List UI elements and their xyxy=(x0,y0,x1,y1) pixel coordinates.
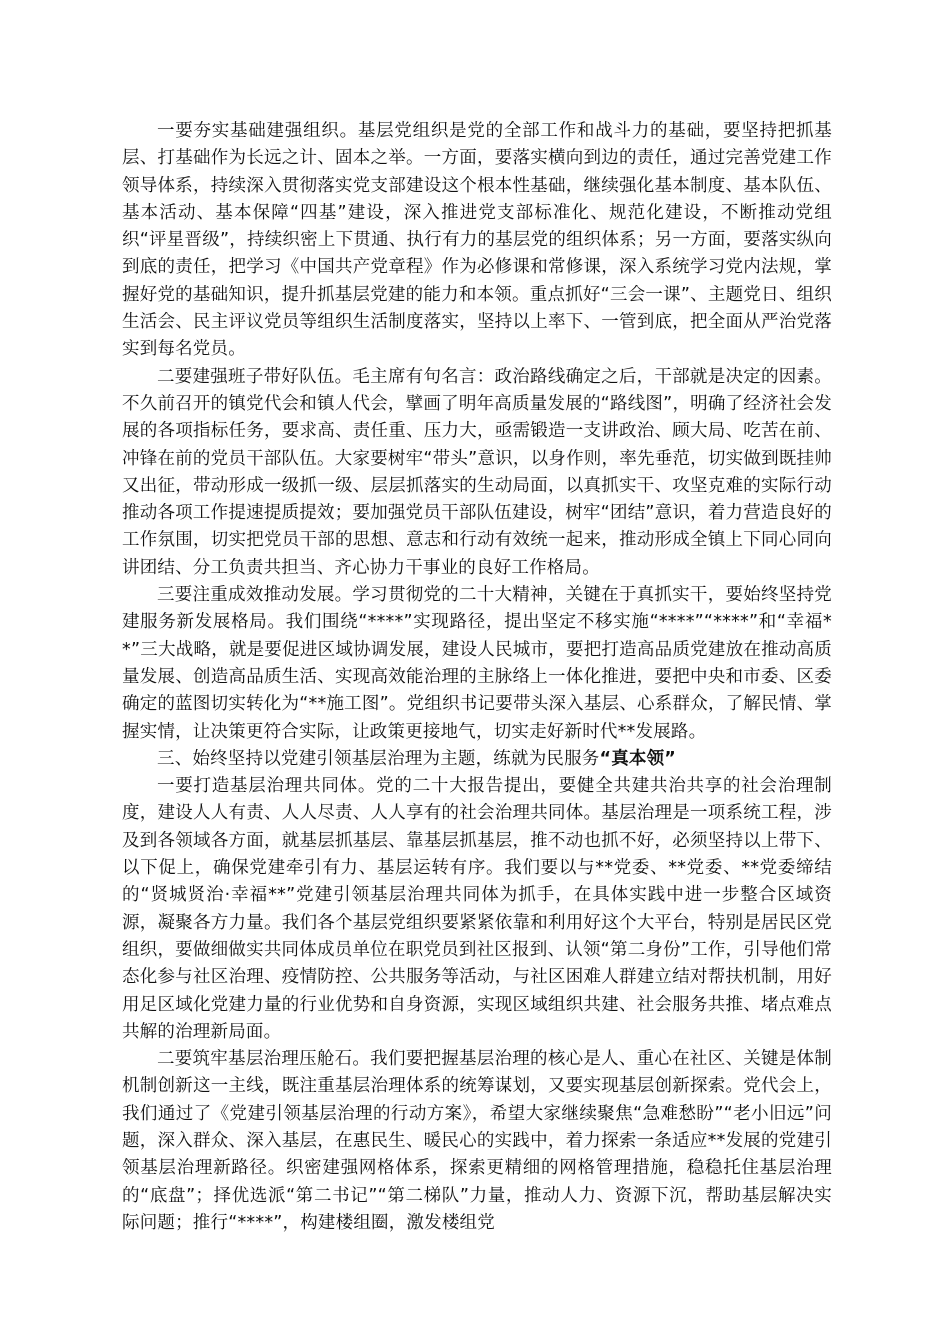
paragraph-strengthen-team: 二要建强班子带好队伍。毛主席有句名言：政治路线确定之后，干部就是决定的因素。不久前召开的镇党代会和镇人代会，擘画了明年高质量发展的“路线图”，明确了经济社会发展的各项指标任务，要求高、责任重、压力大，亟需锻造一支讲政治、顾大局、吃苦在前、冲锋在前的党员干部队伍。大家要树牢“带头”意识，以身作则，率先垂范，切实做到既挂帅又出征，带动形成一级抓一级、层层抓落实的生动局面，以真抓实干、攻坚克难的实际行动推动各项工作提速提质提效；要加强党员干部队伍建设，树牢“团结”意识，着力营造良好的工作氛围，切实把党员干部的思想、意志和行动有效统一起来，推动形成全镇上下同心同向讲团结、分工负责共担当、齐心协力干事业的良好工作格局。 xyxy=(122,366,832,578)
paragraph-consolidate-foundation: 一要夯实基础建强组织。基层党组织是党的全部工作和战斗力的基础，要坚持把抓基层、打基础作为长远之计、固本之举。一方面，要落实横向到边的责任，通过完善党建工作领导体系，持续深入贯彻落实党支部建设这个根本性基础，继续强化基本制度、基本队伍、基本活动、基本保障“四基”建设，深入推进党支部标准化、规范化建设，不断推动党组织“评星晋级”，持续织密上下贯通、执行有力的基层党的组织体系；另一方面，要落实纵向到底的责任，把学习《中国共产党章程》作为必修课和常修课，深入系统学习党内法规，掌握好党的基础知识，提升抓基层党建的能力和本领。重点抓好“三会一课”、主题党日、组织生活会、民主评议党员等组织生活制度落实，坚持以上率下、一管到底，把全面从严治党落实到每名党员。 xyxy=(122,121,832,360)
section-heading-lead: 三、始终坚持以党建引领基层治理为主题，练就为民服务 xyxy=(157,748,600,769)
section-heading-three xyxy=(122,746,832,773)
paragraph-governance-community: 一要打造基层治理共同体。党的二十大报告提出，要健全共建共治共享的社会治理制度，建设人人有责、人人尽责、人人享有的社会治理共同体。基层治理是一项系统工程，涉及到各领域各方面，就基层抓基层、靠基层抓基层，推不动也抓不好，必须坚持以上带下、以下促上，确保党建牵引有力、基层运转有序。我们要以与**党委、**党委、**党委缔结的“贤城贤治·幸福**”党建引领基层治理共同体为抓手，在具体实践中进一步整合区域资源，凝聚各方力量。我们各个基层党组织要紧紧依靠和利用好这个大平台，特别是居民区党组织，要做细做实共同体成员单位在职党员到社区报到、认领“第二身份”工作，引导他们常态化参与社区治理、疫情防控、公共服务等活动，与社区困难人群建立结对帮扶机制，用好用足区域化党建力量的行业优势和自身资源，实现区域组织共建、社会服务共推、堵点难点共解的治理新局面。 xyxy=(122,776,832,1042)
paragraph-promote-development: 三要注重成效推动发展。学习贯彻党的二十大精神，关键在于真抓实干，要始终坚持党建服务新发展格局。我们围绕“****”实现路径，提出坚定不移实施“****”“****”和“幸福**”三大战略，就是要促进区域协调发展，建设人民城市，要把打造高品质党建放在推动高质量发展、创造高品质生活、实现高效能治理的主脉络上一体化推进，要把中央和市委、区委确定的蓝图切实转化为“**施工图”。党组织书记要带头深入基层、心系群众，了解民情、掌握实情，让决策更符合实际，让政策更接地气，切实走好新时代**发展路。 xyxy=(122,585,832,742)
section-heading-emphasis: “真本领” xyxy=(599,748,677,769)
document-body xyxy=(122,118,832,1237)
paragraph-governance-ballast: 二要筑牢基层治理压舱石。我们要把握基层治理的核心是人、重心在社区、关键是体制机制创新这一主线，既注重基层治理体系的统筹谋划，又要实现基层创新探索。党代会上，我们通过了《党建引领基层治理的行动方案》，希望大家继续聚焦“急难愁盼”“老小旧远”问题，深入群众、深入基层，在惠民生、暖民心的实践中，着力探索一条适应**发展的党建引领基层治理新路径。织密建强网格体系，探索更精细的网格管理措施，稳稳托住基层治理的“底盘”；择优选派“第二书记”“第二梯队”力量，推动人力、资源下沉，帮助基层解决实际问题；推行“****”，构建楼组圈，激发楼组党 xyxy=(122,1049,832,1233)
